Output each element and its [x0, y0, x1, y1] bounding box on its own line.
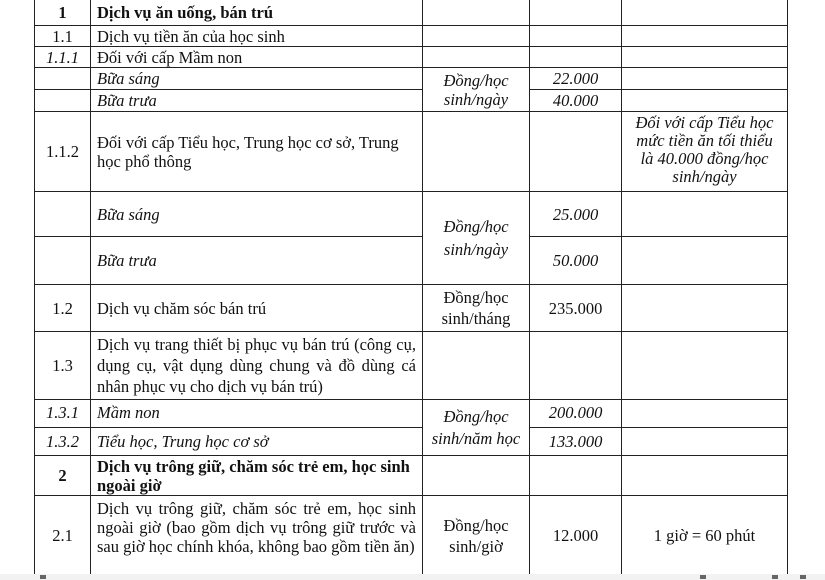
row-note [622, 47, 788, 68]
table-row [35, 285, 788, 332]
row-number: 1 [35, 0, 91, 26]
row-description: Dịch vụ trang thiết bị phục vụ bán trú (công cụ, dụng cụ, vật dụng dùng chung và đồ dùng cá nhân phục vụ cho dịch vụ bán trú) [91, 332, 423, 400]
table-row [35, 332, 788, 400]
row-price: 25.000 [530, 192, 622, 237]
fee-table [34, 0, 788, 576]
ruler-tick [772, 575, 778, 579]
row-note [622, 332, 788, 400]
ruler-tick [40, 575, 46, 579]
row-price [530, 47, 622, 68]
row-price [530, 26, 622, 47]
row-number: 1.3 [35, 332, 91, 400]
row-description: Dịch vụ trông giữ, chăm sóc trẻ em, học sinh ngoài giờ [91, 456, 423, 496]
row-number: 1.3.1 [35, 400, 91, 428]
row-note [622, 68, 788, 90]
table-row [35, 192, 788, 237]
row-unit [423, 0, 530, 26]
row-note: 1 giờ = 60 phút [622, 496, 788, 576]
row-price: 22.000 [530, 68, 622, 90]
row-note [622, 456, 788, 496]
row-unit [423, 112, 530, 192]
ruler-tick [700, 575, 706, 579]
table-row [35, 26, 788, 47]
row-note [622, 428, 788, 456]
row-description: Bữa trưa [91, 90, 423, 112]
row-price: 40.000 [530, 90, 622, 112]
row-description: Mầm non [91, 400, 423, 428]
row-number: 1.2 [35, 285, 91, 332]
row-price: 200.000 [530, 400, 622, 428]
row-description: Đối với cấp Mầm non [91, 47, 423, 68]
row-number: 1.1 [35, 26, 91, 47]
row-number: 2.1 [35, 496, 91, 576]
row-description: Dịch vụ trông giữ, chăm sóc trẻ em, học sinh ngoài giờ (bao gồm dịch vụ trông giữ trước và sau giờ học chính khóa, không bao gồm tiền ăn) [91, 496, 423, 576]
row-note [622, 237, 788, 285]
row-number [35, 68, 91, 90]
row-description: Bữa sáng [91, 192, 423, 237]
table-row [35, 456, 788, 496]
row-unit [423, 332, 530, 400]
row-unit [423, 47, 530, 68]
row-note [622, 26, 788, 47]
row-number [35, 192, 91, 237]
row-number: 1.1.2 [35, 112, 91, 192]
row-number [35, 90, 91, 112]
row-note [622, 0, 788, 26]
row-unit: Đồng/học sinh/giờ [423, 496, 530, 576]
table-row [35, 496, 788, 576]
row-price [530, 112, 622, 192]
row-description: Bữa trưa [91, 237, 423, 285]
table-row [35, 112, 788, 192]
viewer-bottom-edge [0, 574, 825, 580]
row-note [622, 90, 788, 112]
table-row [35, 237, 788, 285]
row-price [530, 0, 622, 26]
row-description: Bữa sáng [91, 68, 423, 90]
row-price: 12.000 [530, 496, 622, 576]
row-number: 1.3.2 [35, 428, 91, 456]
row-price: 133.000 [530, 428, 622, 456]
row-unit: Đồng/học sinh/ngày [423, 68, 530, 112]
table-row [35, 400, 788, 428]
row-description: Dịch vụ ăn uống, bán trú [91, 0, 423, 26]
row-description: Dịch vụ tiền ăn của học sinh [91, 26, 423, 47]
row-unit [423, 456, 530, 496]
row-unit: Đồng/học sinh/ngày [423, 192, 530, 285]
table-row [35, 90, 788, 112]
row-description: Dịch vụ chăm sóc bán trú [91, 285, 423, 332]
row-price [530, 332, 622, 400]
row-number: 2 [35, 456, 91, 496]
table-row [35, 428, 788, 456]
row-unit [423, 26, 530, 47]
table-row [35, 0, 788, 26]
row-price: 235.000 [530, 285, 622, 332]
row-price [530, 456, 622, 496]
row-note [622, 285, 788, 332]
row-number: 1.1.1 [35, 47, 91, 68]
row-description: Đối với cấp Tiểu học, Trung học cơ sở, Trung học phổ thông [91, 112, 423, 192]
row-note: Đối với cấp Tiểu học mức tiền ăn tối thiểu là 40.000 đồng/học sinh/ngày [622, 112, 788, 192]
table-row [35, 68, 788, 90]
row-unit: Đồng/học sinh/tháng [423, 285, 530, 332]
ruler-tick [800, 575, 806, 579]
table-row [35, 47, 788, 68]
row-price: 50.000 [530, 237, 622, 285]
row-description: Tiểu học, Trung học cơ sở [91, 428, 423, 456]
row-number [35, 237, 91, 285]
row-note [622, 400, 788, 428]
row-unit: Đồng/học sinh/năm học [423, 400, 530, 456]
row-note [622, 192, 788, 237]
